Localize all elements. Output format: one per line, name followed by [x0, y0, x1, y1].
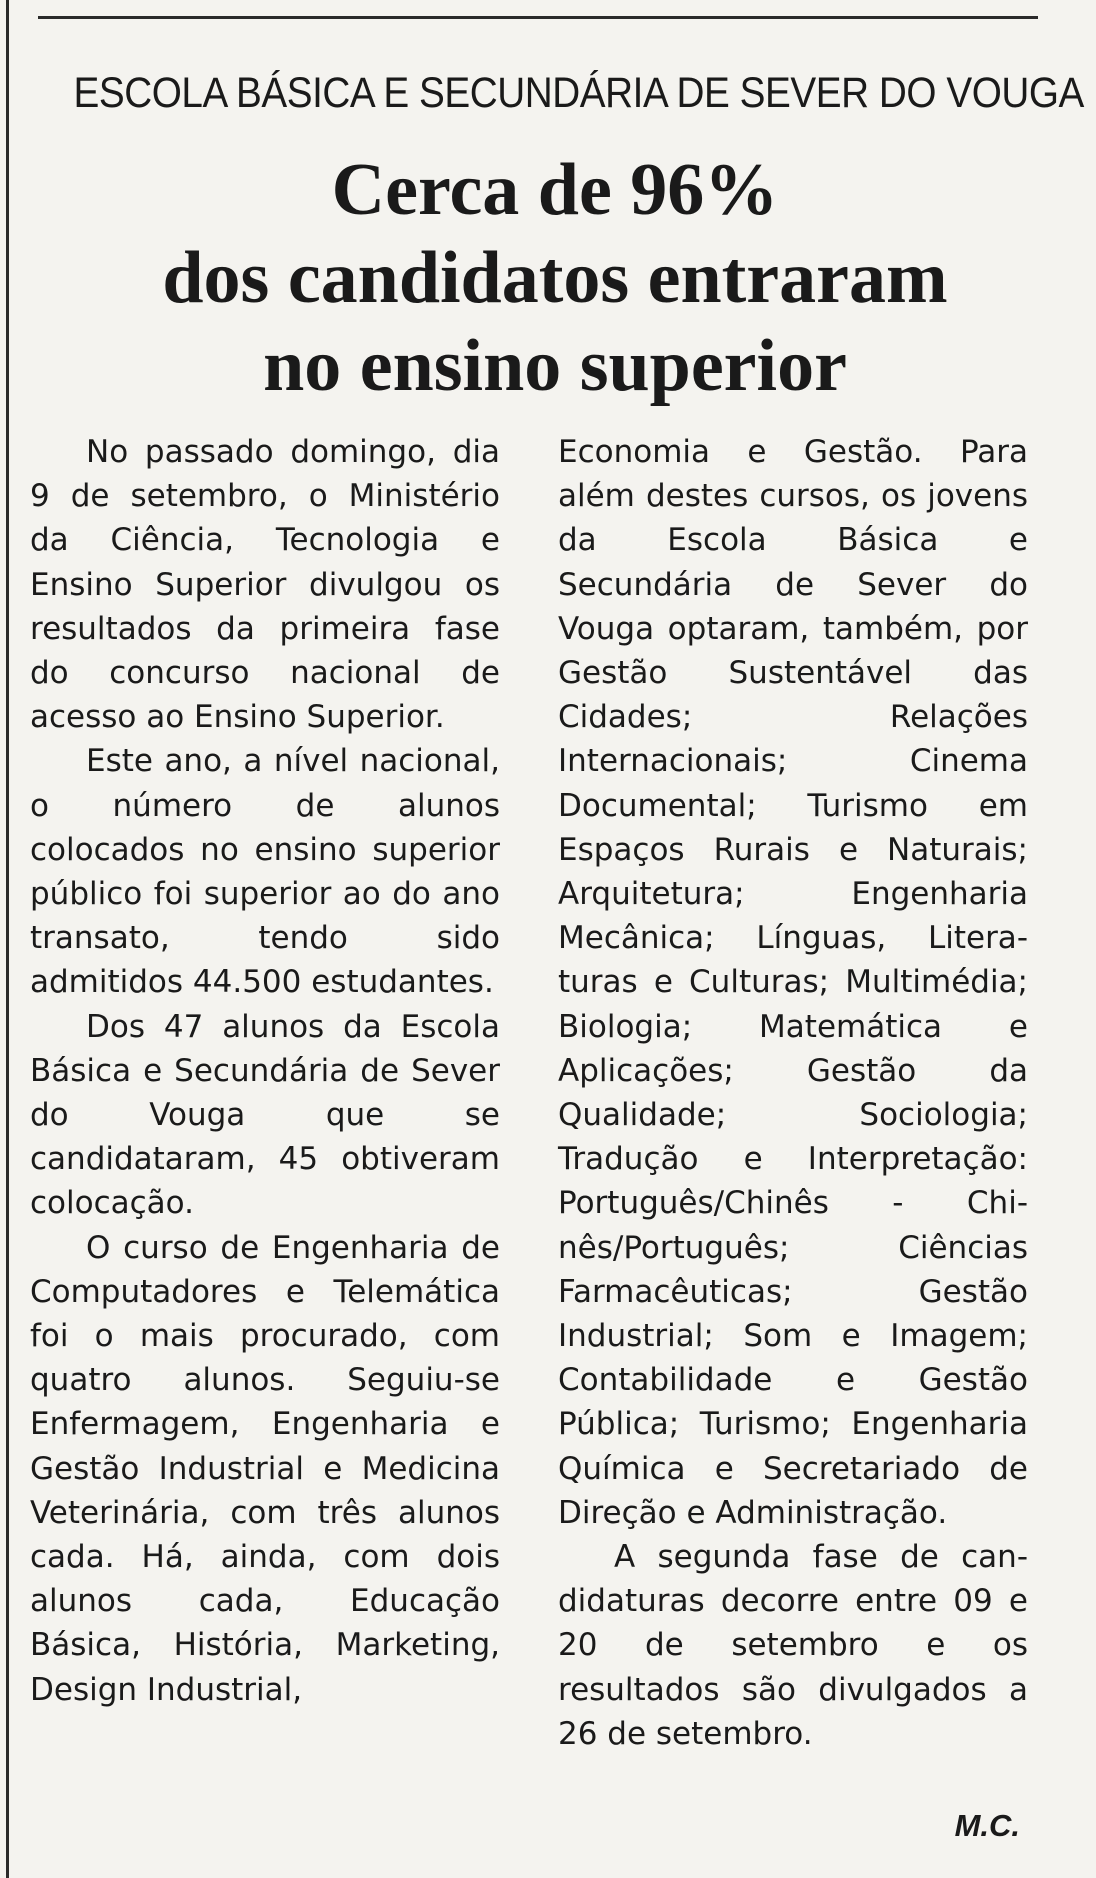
- headline-line: dos candidatos entraram: [162, 237, 948, 319]
- headline-line: no ensino superior: [263, 325, 847, 407]
- article-paragraph: O curso de Engenharia de Computadores e Telemática foi o mais procurado, com quatro alunos. Seguiu-se Enfermagem, Engenharia e Gestão Industrial e Medicina Veterinária, com três alunos cada. Há, ainda, com dois alunos cada, Educação Básica, História, Marketing, Design Industrial,: [30, 1229, 500, 1708]
- article-paragraph: No passado domingo, dia 9 de setembro, o Ministério da Ciência, Tecnologia e Ensino Superior divulgou os resultados da primeira fase do concurso nacional de acesso ao Ensino Superior.: [30, 434, 500, 736]
- column-rule-left: [6, 0, 9, 1878]
- article-kicker: ESCOLA BÁSICA E SECUNDÁRIA DE SEVER DO VOUGA: [73, 69, 1084, 117]
- article-paragraph: Dos 47 alunos da Escola Básica e Secundária de Sever do Vouga que se candidataram, 45 obtiveram colocação.: [30, 1008, 500, 1222]
- headline-line: Cerca de 96%: [331, 149, 779, 231]
- article-paragraph: Economia e Gestão. Para além destes cursos, os jovens da Escola Básica e Secundária de Sever do Vouga optaram, também, por Gestão Sustentável das Cidades; Relações Internacionais; Cinema Documental; Turismo em Espaços Rurais e Naturais; Arquitetura; Engenharia Mecânica; Línguas, Literaturas e Culturas; Multimédia; Biologia; Matemática e Aplicações; Gestão da Qualidade; Sociologia; Tradução e Interpretação: Português/Chinês - Chinês/Português; Ciências Farmacêuticas; Gestão Industrial; Som e Imagem; Contabilidade e Gestão Pública; Turismo; Engenharia Química e Secretariado de Direção e Administração.: [558, 434, 1028, 1531]
- article-headline: [20, 146, 1090, 410]
- article-column-right: [558, 430, 1028, 1756]
- article-paragraph: A segunda fase de candidaturas decorre entre 09 e 20 de setembro e os resultados são divulgados a 26 de setembro.: [558, 1539, 1028, 1752]
- column-rule-top: [38, 16, 1038, 19]
- article-column-left: [30, 430, 500, 1712]
- article-paragraph: Este ano, a nível nacional, o número de alunos colocados no ensino superior público foi superior ao do ano transato, tendo sido admitidos 44.500 estudantes.: [30, 743, 500, 1001]
- author-signature: M.C.: [954, 1808, 1020, 1843]
